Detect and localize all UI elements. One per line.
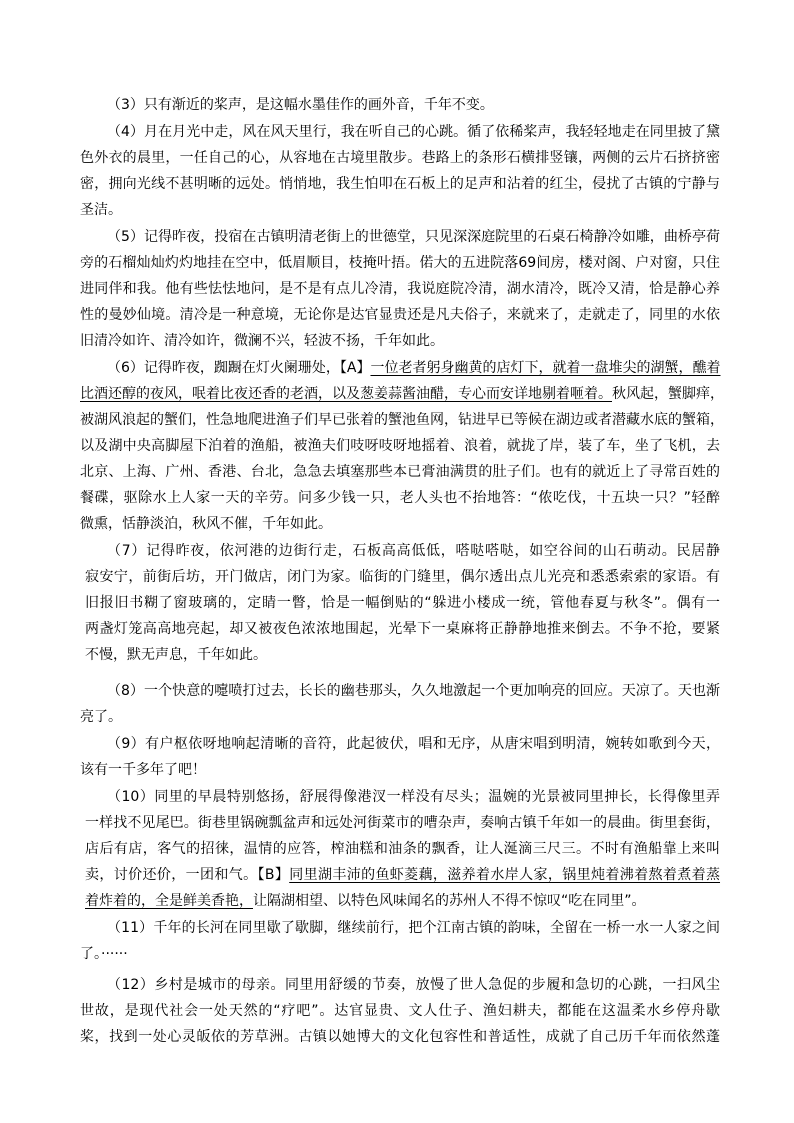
text-line: 旧报旧书糊了窗玻璃的，定睛一瞥，恰是一幅倒贴的“躲进小楼成一统，管他春夏与秋冬”。偶有一 [85, 595, 720, 611]
paragraph-p6 [80, 355, 724, 537]
underlined-passage: 一位老者躬身幽黄的店灯下，就着一盘堆尖的湖蟹，醮着 [370, 360, 721, 376]
paragraph-p11 [80, 915, 720, 967]
underlined-passage: 比酒还醇的夜风，呡着比夜还香的老酒，以及葱姜蒜酱油醋，专心而安详地剔着咂着。 [80, 386, 612, 402]
text-line: （12）乡村是城市的母亲。同里用舒缓的节奏，放慢了世人急促的步履和急切的心跳，一扫风尘 [107, 977, 720, 993]
text-line [80, 888, 720, 914]
text-segment: 让隔湖相望、以特色风味闻名的苏州人不得不惊叹“吃在同里”。 [253, 893, 646, 909]
text-line: （3）只有渐近的桨声，是这幅水墨佳作的画外音，千年不变。 [107, 97, 494, 113]
text-line: （4）月在月光中走，风在风天里行，我在听自己的心跳。循了依稀桨声，我轻轻地走在同里披了黛 [107, 124, 720, 140]
text-line: （10）同里的早晨特别悠扬，舒展得像港汊一样没有尽头；温婉的光景被同里抻长，长得像里弄 [107, 789, 720, 805]
text-line: 了。······ [80, 946, 128, 962]
text-line: 店后有店，客气的招徕，温情的应答，榨油糕和油条的飘香，让人涎滴三尺三。不时有渔船靠上来叫 [85, 841, 720, 857]
text-line [80, 862, 720, 888]
paragraph-p4 [80, 119, 720, 223]
text-line: 一样找不见尾巴。街巷里锅碗瓢盆声和远处河街菜市的嘈杂声，奏响古镇千年如一的晨曲。街里套街， [85, 815, 720, 831]
paragraph-p9 [80, 731, 720, 783]
text-line: 该有一千多年了吧！ [80, 762, 206, 778]
text-line: 以及湖中央高脚屋下泊着的渔船，被渔夫们吱呀吱呀地摇着、浪着，就拢了岸，装了车，坐了飞机，去 [80, 438, 720, 454]
paragraph-p3 [80, 92, 720, 118]
text-line: 密，拥向光线不甚明晰的远处。悄悄地，我生怕叩在石板上的足声和沾着的红尘，侵扰了古镇的宁静与 [80, 176, 720, 192]
text-line: 被湖风浪起的蟹们，性急地爬进渔子们早已张着的蟹池鱼网，钻进早已等候在湖边或者潜藏水底的蟹箱， [80, 412, 724, 428]
underlined-passage: 着炸着的，全是鲜美香艳， [85, 893, 253, 909]
text-line: 圣洁。 [80, 202, 122, 218]
text-line: 性的曼妙仙境。清冷是一种意境，无论你是达官显贵还是凡夫俗子，来就来了，走就走了，同里的水依 [80, 307, 720, 323]
text-line: 进同伴和我。他有些怯怯地问，是不是有点儿冷清，我说庭院冷清，湖水清冷，既冷又清，恰是静心养 [80, 281, 720, 297]
text-line [80, 355, 720, 381]
text-line: 两盏灯笼高高地亮起，却又被夜色浓浓地围起，光晕下一桌麻将正静静地推来倒去。不争不抢，要紧 [85, 621, 720, 637]
text-line: 桨，找到一处心灵皈依的芳草洲。古镇以她博大的文化包容性和普适性，成就了自己历千年而依然蓬 [80, 1029, 720, 1045]
text-line: 色外衣的晨里，一任自己的心，从容地在古境里散步。巷路上的条形石横排竖镶，两侧的云片石挤挤密 [80, 150, 720, 166]
text-segment: 卖，讨价还价，一团和气。【B】 [85, 867, 290, 883]
text-line: 北京、上海、广州、香港、台北，急急去填塞那些本已膏油满贯的肚子们。也有的就近上了寻常百姓的 [80, 464, 720, 480]
text-segment: （6）记得昨夜，踟蹰在灯火阑珊处，【A】 [107, 360, 371, 376]
paragraph-p12 [80, 972, 720, 1050]
text-line: 旁的石榴灿灿灼灼地挂在空中，低眉顺目，枝掩叶捂。偌大的五进院落69间房，楼对阁、户对窗，只住 [80, 255, 720, 271]
text-segment: 秋风起，蟹脚痒， [612, 386, 724, 402]
paragraph-p7 [80, 538, 720, 668]
paragraph-p8 [80, 678, 720, 730]
text-line: （11）千年的长河在同里歇了歇脚，继续前行，把个江南古镇的韵味，全留在一桥一水一人家之间 [107, 920, 720, 936]
text-line: （5）记得昨夜，投宿在古镇明清老街上的世德堂，只见深深庭院里的石桌石椅静冷如雕，曲桥亭荷 [107, 229, 720, 245]
text-line: 旧清冷如许、清冷如许，微澜不兴，轻波不扬，千年如此。 [80, 333, 444, 349]
text-line: 亮了。 [80, 709, 122, 725]
text-line: 寂安宁，前街后坊，开门做店，闭门为家。临街的门缝里，偶尔透出点儿光亮和悉悉索索的家语。有 [85, 569, 720, 585]
paragraph-p10 [80, 784, 720, 914]
text-line: 世故，是现代社会一处天然的“疗吧”。达官显贵、文人仕子、渔妇耕夫，都能在这温柔水乡停舟歇 [80, 1003, 720, 1019]
text-line: （9）有户枢依呀地响起清晰的音符，此起彼伏，唱和无序，从唐宋唱到明清，婉转如歌到今天， [107, 736, 720, 752]
text-line [80, 381, 724, 407]
document-body [80, 91, 724, 1050]
text-line: 不慢，默无声息，千年如此。 [85, 647, 267, 663]
paragraph-p5 [80, 224, 720, 354]
text-line: 微熏，恬静淡泊，秋风不催，千年如此。 [80, 516, 332, 532]
text-line: 餐碟，驱除水上人家一天的辛劳。问多少钱一只，老人头也不抬地答：“侬吃伐，十五块一只？”轻醉 [80, 490, 720, 506]
underlined-passage: 同里湖丰沛的鱼虾菱藕，滋养着水岸人家，锅里炖着沸着熬着煮着蒸 [289, 867, 721, 883]
text-line: （8）一个快意的嚏喷打过去，长长的幽巷那头，久久地激起一个更加响亮的回应。天凉了。天也渐 [107, 683, 720, 699]
text-line: （7）记得昨夜，依河港的边街行走，石板高高低低，嗒哒嗒哒，如空谷间的山石萌动。民居静 [107, 543, 720, 559]
